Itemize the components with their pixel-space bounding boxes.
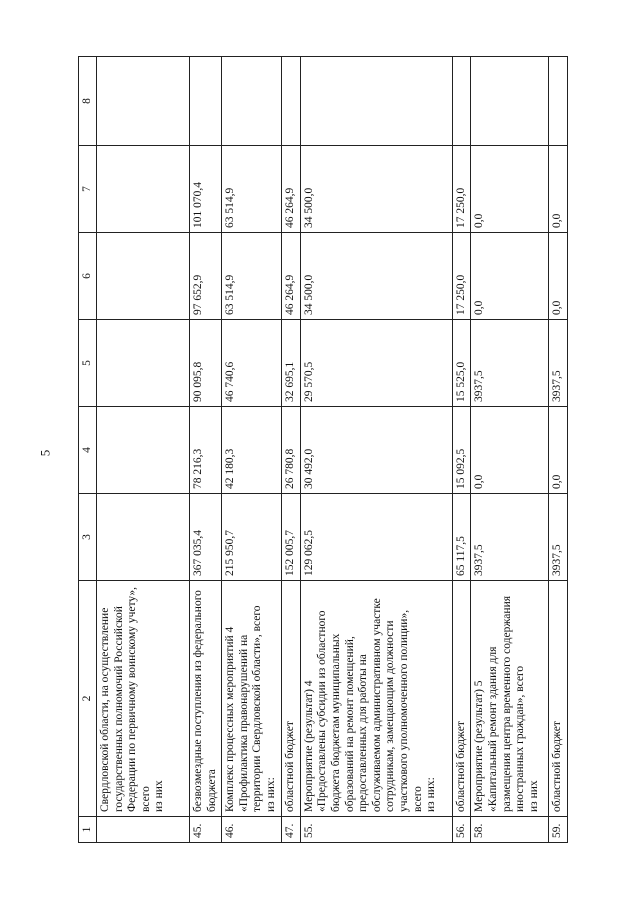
value-cell: 3937,5 (549, 320, 568, 407)
value-cell: 15 525,0 (452, 320, 471, 407)
value-cell: 78 216,3 (190, 407, 222, 494)
row-number-cell (97, 817, 190, 843)
value-cell: 26 780,8 (282, 407, 301, 494)
row-name-cell: Мероприятие (результат) 4 «Предоставлены субсидии из областного бюджета бюджетам муниципальных образований на ремонт помещений, предоставленных для работы на обслуживаемом административном участке сотрудникам, замещающим должности участкового уполномоченного полиции», всего из них: (300, 581, 452, 817)
column-header: 1 (79, 817, 97, 843)
value-cell: 17 250,0 (452, 233, 471, 320)
value-cell: 0,0 (549, 233, 568, 320)
value-cell: 46 740,6 (222, 320, 282, 407)
value-cell: 0,0 (549, 146, 568, 233)
value-cell: 3937,5 (549, 494, 568, 581)
row-number-cell: 59. (549, 817, 568, 843)
row-number-cell: 46. (222, 817, 282, 843)
value-cell: 30 492,0 (300, 407, 452, 494)
value-cell: 17 250,0 (452, 146, 471, 233)
column-header: 2 (79, 581, 97, 817)
table-row (97, 57, 190, 843)
value-cell: 97 652,9 (190, 233, 222, 320)
value-cell: 29 570,5 (300, 320, 452, 407)
table-row (452, 57, 471, 843)
value-cell: 34 500,0 (300, 146, 452, 233)
value-cell (549, 57, 568, 146)
value-cell: 34 500,0 (300, 233, 452, 320)
value-cell: 215 950,7 (222, 494, 282, 581)
row-number-cell: 47. (282, 817, 301, 843)
value-cell (97, 320, 190, 407)
value-cell (97, 57, 190, 146)
row-name-cell: Мероприятие (результат) 5 «Капитальный ремонт здания для размещения центра временного содержания иностранных граждан», всего из них (471, 581, 549, 817)
value-cell: 63 514,9 (222, 233, 282, 320)
table-body (97, 57, 568, 843)
budget-table-container (78, 57, 564, 843)
value-cell (300, 57, 452, 146)
value-cell: 32 695,1 (282, 320, 301, 407)
value-cell: 65 117,5 (452, 494, 471, 581)
row-number-cell: 58. (471, 817, 549, 843)
value-cell (452, 57, 471, 146)
row-name-cell: областной бюджет (549, 581, 568, 817)
value-cell: 90 095,8 (190, 320, 222, 407)
value-cell: 0,0 (471, 146, 549, 233)
table-row (471, 57, 549, 843)
value-cell: 101 070,4 (190, 146, 222, 233)
value-cell (97, 407, 190, 494)
table-row (282, 57, 301, 843)
value-cell (471, 57, 549, 146)
column-header: 6 (79, 233, 97, 320)
value-cell: 46 264,9 (282, 146, 301, 233)
row-name-cell: Комплекс процессных мероприятий 4 «Профилактика правонарушений на территории Свердловской области», всего из них: (222, 581, 282, 817)
value-cell: 367 035,4 (190, 494, 222, 581)
row-name-cell: областной бюджет (452, 581, 471, 817)
column-header: 3 (79, 494, 97, 581)
value-cell (222, 57, 282, 146)
value-cell: 129 062,5 (300, 494, 452, 581)
row-number-cell: 45. (190, 817, 222, 843)
value-cell: 0,0 (549, 407, 568, 494)
value-cell: 152 005,7 (282, 494, 301, 581)
value-cell: 0,0 (471, 407, 549, 494)
value-cell (97, 494, 190, 581)
budget-table (78, 56, 568, 843)
value-cell (97, 146, 190, 233)
page-number: 5 (37, 449, 53, 457)
table-row (300, 57, 452, 843)
row-name-cell: областной бюджет (282, 581, 301, 817)
value-cell: 63 514,9 (222, 146, 282, 233)
column-header: 8 (79, 57, 97, 146)
row-number-cell: 56. (452, 817, 471, 843)
table-row (190, 57, 222, 843)
value-cell: 0,0 (471, 233, 549, 320)
value-cell (97, 233, 190, 320)
value-cell: 3937,5 (471, 494, 549, 581)
header-row (79, 57, 97, 843)
row-name-cell: Свердловской области, на осуществление государственных полномочий Российской Федерации по первичному воинскому учету», всего из них (97, 581, 190, 817)
value-cell: 3937,5 (471, 320, 549, 407)
value-cell (190, 57, 222, 146)
column-header: 7 (79, 146, 97, 233)
table-row (222, 57, 282, 843)
value-cell: 15 092,5 (452, 407, 471, 494)
table-row (549, 57, 568, 843)
value-cell (282, 57, 301, 146)
column-header: 4 (79, 407, 97, 494)
value-cell: 42 180,3 (222, 407, 282, 494)
column-header: 5 (79, 320, 97, 407)
row-name-cell: безвозмездные поступления из федерального бюджета (190, 581, 222, 817)
row-number-cell: 55. (300, 817, 452, 843)
value-cell: 46 264,9 (282, 233, 301, 320)
